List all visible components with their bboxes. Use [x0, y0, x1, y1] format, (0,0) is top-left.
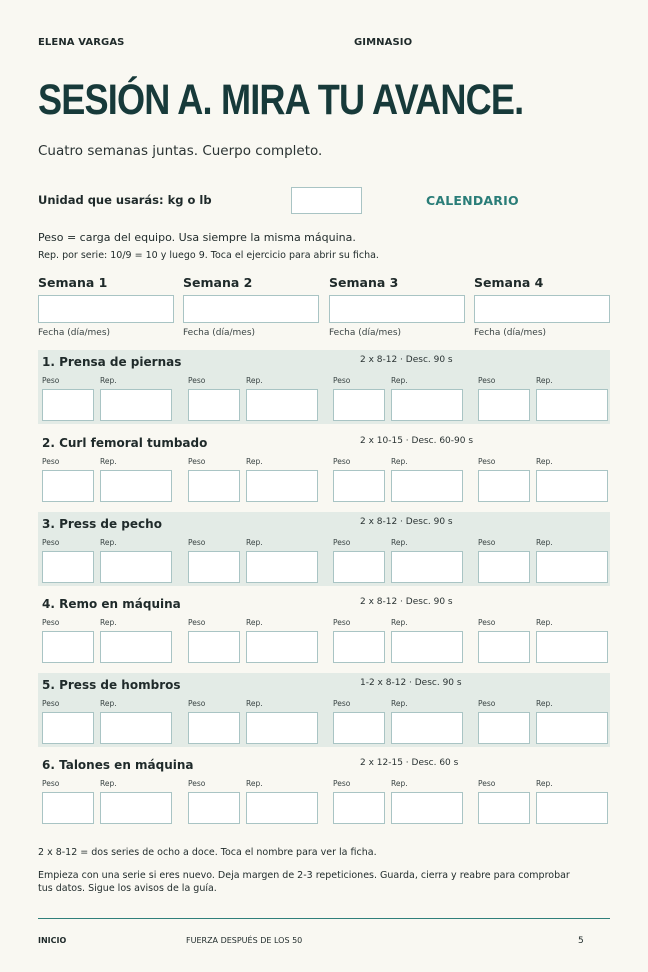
date-hint: Fecha (día/mes)	[474, 328, 547, 338]
page-number: 5	[578, 936, 584, 946]
reps-label: Rep.	[246, 699, 263, 708]
weight-input-week-1[interactable]	[42, 631, 94, 663]
reps-label: Rep.	[391, 457, 408, 466]
exercise-schedule: 2 x 8-12 · Desc. 90 s	[360, 355, 453, 365]
reps-input-week-1[interactable]	[100, 631, 172, 663]
reps-input-week-2[interactable]	[246, 389, 318, 421]
reps-label: Rep.	[100, 538, 117, 547]
weight-input-week-2[interactable]	[188, 792, 240, 824]
exercise-block	[38, 431, 610, 505]
beginner-note: Empieza con una serie si eres nuevo. Deja margen de 2-3 repeticiones. Guarda, cierra y reabre para comprobar tus datos. Sigue los avisos de la guía.	[38, 870, 570, 895]
week-label: Semana 3	[329, 275, 399, 290]
weight-label: Peso	[42, 699, 60, 708]
exercise-schedule: 2 x 10-15 · Desc. 60-90 s	[360, 436, 474, 446]
exercise-schedule: 2 x 8-12 · Desc. 90 s	[360, 517, 453, 527]
weight-label: Peso	[188, 618, 206, 627]
reps-input-week-4[interactable]	[536, 631, 608, 663]
reps-label: Rep.	[391, 538, 408, 547]
exercise-schedule: 2 x 8-12 · Desc. 90 s	[360, 597, 453, 607]
exercise-name[interactable]: 1. Prensa de piernas	[42, 355, 182, 369]
reps-input-week-2[interactable]	[246, 470, 318, 502]
weight-input-week-2[interactable]	[188, 631, 240, 663]
weight-label: Peso	[188, 779, 206, 788]
weight-label: Peso	[42, 779, 60, 788]
reps-label: Rep.	[391, 699, 408, 708]
reps-input-week-1[interactable]	[100, 470, 172, 502]
reps-input-week-4[interactable]	[536, 792, 608, 824]
weight-label: Peso	[333, 457, 351, 466]
reps-label: Rep.	[536, 376, 553, 385]
weight-label: Peso	[188, 376, 206, 385]
reps-label: Rep.	[536, 779, 553, 788]
exercise-name[interactable]: 2. Curl femoral tumbado	[42, 436, 208, 450]
reps-label: Rep.	[100, 457, 117, 466]
reps-label: Rep.	[246, 457, 263, 466]
reps-label: Rep.	[100, 618, 117, 627]
reps-label: Rep.	[100, 376, 117, 385]
weight-input-week-4[interactable]	[478, 792, 530, 824]
weight-label: Peso	[333, 779, 351, 788]
exercise-block	[38, 512, 610, 586]
reps-input-week-1[interactable]	[100, 551, 172, 583]
weight-input-week-4[interactable]	[478, 551, 530, 583]
reps-input-week-2[interactable]	[246, 712, 318, 744]
week-1-date-field[interactable]	[38, 295, 174, 323]
reps-input-week-3[interactable]	[391, 551, 463, 583]
reps-input-week-4[interactable]	[536, 551, 608, 583]
reps-label: Rep.	[246, 538, 263, 547]
reps-input-week-3[interactable]	[391, 712, 463, 744]
reps-label: Rep.	[391, 618, 408, 627]
weight-label: Peso	[42, 618, 60, 627]
reps-label: Rep.	[536, 618, 553, 627]
reps-input-week-2[interactable]	[246, 792, 318, 824]
weight-input-week-3[interactable]	[333, 551, 385, 583]
weight-note: Peso = carga del equipo. Usa siempre la misma máquina.	[38, 231, 356, 244]
weight-input-week-1[interactable]	[42, 551, 94, 583]
exercise-name[interactable]: 3. Press de pecho	[42, 517, 162, 531]
weight-input-week-1[interactable]	[42, 470, 94, 502]
weight-input-week-2[interactable]	[188, 470, 240, 502]
reps-input-week-2[interactable]	[246, 551, 318, 583]
section-name: GIMNASIO	[354, 37, 413, 48]
reps-label: Rep.	[100, 779, 117, 788]
reps-label: Rep.	[246, 779, 263, 788]
reps-label: Rep.	[536, 457, 553, 466]
week-label: Semana 1	[38, 275, 108, 290]
unit-field[interactable]	[291, 187, 362, 214]
date-hint: Fecha (día/mes)	[38, 328, 111, 338]
week-label: Semana 4	[474, 275, 544, 290]
weight-input-week-3[interactable]	[333, 389, 385, 421]
weight-input-week-4[interactable]	[478, 470, 530, 502]
weight-input-week-1[interactable]	[42, 792, 94, 824]
weight-label: Peso	[478, 376, 496, 385]
book-title: FUERZA DESPUÉS DE LOS 50	[186, 936, 303, 945]
weight-label: Peso	[333, 618, 351, 627]
home-link[interactable]: INICIO	[38, 936, 67, 945]
weight-input-week-4[interactable]	[478, 389, 530, 421]
reps-input-week-3[interactable]	[391, 792, 463, 824]
exercise-block	[38, 753, 610, 827]
weight-label: Peso	[42, 457, 60, 466]
reps-label: Rep.	[391, 779, 408, 788]
weight-label: Peso	[478, 457, 496, 466]
exercise-block	[38, 350, 610, 424]
reps-input-week-1[interactable]	[100, 712, 172, 744]
exercise-name[interactable]: 4. Remo en máquina	[42, 597, 181, 611]
page-title: SESIÓN A. MIRA TU AVANCE.	[38, 76, 524, 124]
exercise-block	[38, 673, 610, 747]
reps-input-week-4[interactable]	[536, 712, 608, 744]
weight-input-week-3[interactable]	[333, 712, 385, 744]
page-subtitle: Cuatro semanas juntas. Cuerpo completo.	[38, 143, 323, 159]
weight-input-week-4[interactable]	[478, 631, 530, 663]
reps-input-week-2[interactable]	[246, 631, 318, 663]
weight-input-week-3[interactable]	[333, 792, 385, 824]
reps-input-week-1[interactable]	[100, 389, 172, 421]
reps-label: Rep.	[100, 699, 117, 708]
author-name: ELENA VARGAS	[38, 37, 125, 48]
reps-label: Rep.	[536, 699, 553, 708]
weight-input-week-3[interactable]	[333, 631, 385, 663]
weight-label: Peso	[478, 779, 496, 788]
weight-label: Peso	[188, 699, 206, 708]
unit-label: Unidad que usarás: kg o lb	[38, 193, 212, 207]
reps-label: Rep.	[246, 618, 263, 627]
date-hint: Fecha (día/mes)	[329, 328, 402, 338]
weight-label: Peso	[333, 538, 351, 547]
weight-input-week-2[interactable]	[188, 389, 240, 421]
weight-input-week-1[interactable]	[42, 389, 94, 421]
reps-label: Rep.	[536, 538, 553, 547]
reps-input-week-4[interactable]	[536, 389, 608, 421]
date-hint: Fecha (día/mes)	[183, 328, 256, 338]
reps-input-week-1[interactable]	[100, 792, 172, 824]
reps-input-week-4[interactable]	[536, 470, 608, 502]
exercise-name[interactable]: 6. Talones en máquina	[42, 758, 194, 772]
exercise-block	[38, 592, 610, 666]
reps-input-week-3[interactable]	[391, 631, 463, 663]
weight-input-week-1[interactable]	[42, 712, 94, 744]
footer-divider	[38, 918, 610, 919]
reps-note: Rep. por serie: 10/9 = 10 y luego 9. Toca el ejercicio para abrir su ficha.	[38, 250, 379, 261]
exercise-schedule: 2 x 12-15 · Desc. 60 s	[360, 758, 459, 768]
weight-input-week-2[interactable]	[188, 551, 240, 583]
weight-input-week-2[interactable]	[188, 712, 240, 744]
weight-label: Peso	[188, 457, 206, 466]
weight-label: Peso	[333, 376, 351, 385]
week-3-date-field[interactable]	[329, 295, 465, 323]
week-4-date-field[interactable]	[474, 295, 610, 323]
weight-label: Peso	[478, 618, 496, 627]
reps-input-week-3[interactable]	[391, 389, 463, 421]
weight-label: Peso	[42, 376, 60, 385]
weight-label: Peso	[478, 538, 496, 547]
scheme-note: 2 x 8-12 = dos series de ocho a doce. Toca el nombre para ver la ficha.	[38, 847, 377, 858]
weight-label: Peso	[478, 699, 496, 708]
weight-input-week-3[interactable]	[333, 470, 385, 502]
week-2-date-field[interactable]	[183, 295, 319, 323]
week-label: Semana 2	[183, 275, 253, 290]
exercise-schedule: 1-2 x 8-12 · Desc. 90 s	[360, 678, 462, 688]
weight-label: Peso	[333, 699, 351, 708]
weight-label: Peso	[188, 538, 206, 547]
reps-label: Rep.	[391, 376, 408, 385]
weight-input-week-4[interactable]	[478, 712, 530, 744]
calendar-link[interactable]: CALENDARIO	[426, 193, 519, 208]
reps-label: Rep.	[246, 376, 263, 385]
weight-label: Peso	[42, 538, 60, 547]
exercise-name[interactable]: 5. Press de hombros	[42, 678, 181, 692]
reps-input-week-3[interactable]	[391, 470, 463, 502]
